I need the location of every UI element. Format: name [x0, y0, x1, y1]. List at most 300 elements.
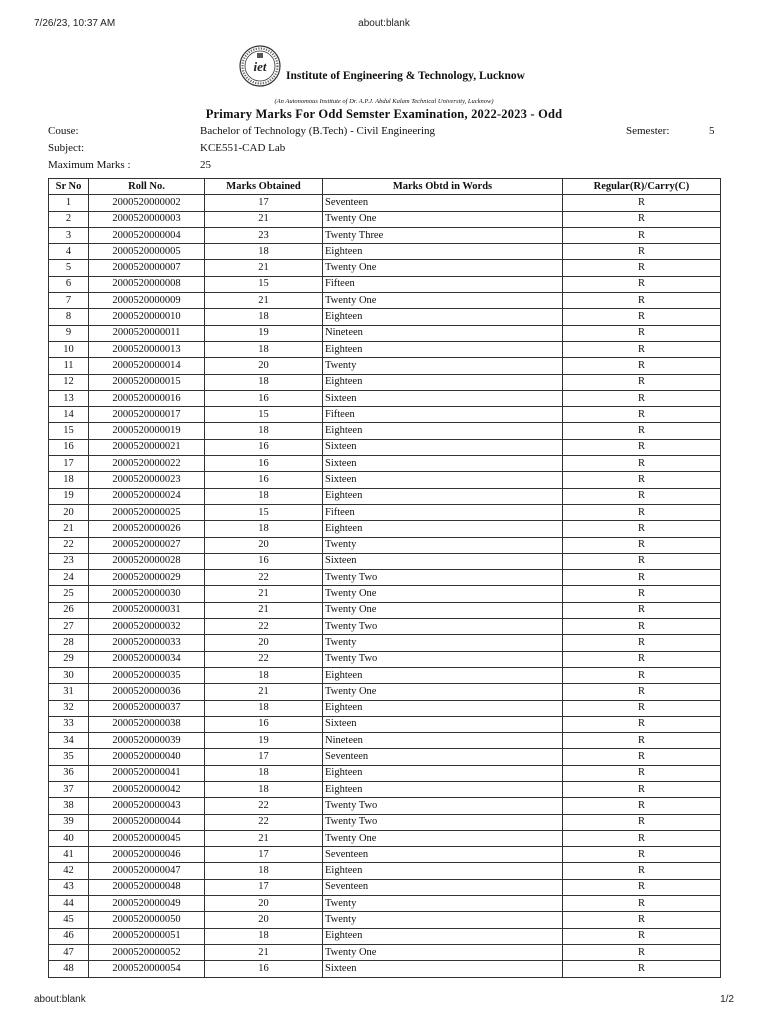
status-cell: R [563, 211, 721, 227]
status-cell: R [563, 472, 721, 488]
sr-no-cell: 47 [49, 944, 89, 960]
table-row [49, 798, 721, 814]
marks-words-cell: Twenty Two [323, 570, 563, 586]
table-row [49, 961, 721, 977]
status-cell: R [563, 407, 721, 423]
header-sr-no: Sr No [49, 179, 89, 195]
status-cell: R [563, 847, 721, 863]
table-row [49, 504, 721, 520]
semester-value: 5 [709, 125, 715, 137]
header-marks-obtained: Marks Obtained [205, 179, 323, 195]
status-cell: R [563, 309, 721, 325]
table-row [49, 716, 721, 732]
sr-no-cell: 21 [49, 521, 89, 537]
institute-name: Institute of Engineering & Technology, Lucknow [286, 70, 525, 82]
marks-cell: 19 [205, 733, 323, 749]
marks-cell: 15 [205, 407, 323, 423]
status-cell: R [563, 521, 721, 537]
table-row [49, 667, 721, 683]
marks-cell: 18 [205, 765, 323, 781]
marks-words-cell: Eighteen [323, 374, 563, 390]
sr-no-cell: 17 [49, 456, 89, 472]
marks-words-cell: Twenty Two [323, 651, 563, 667]
marks-words-cell: Fifteen [323, 504, 563, 520]
table-row [49, 439, 721, 455]
roll-no-cell: 2000520000043 [89, 798, 205, 814]
roll-no-cell: 2000520000024 [89, 488, 205, 504]
status-cell: R [563, 602, 721, 618]
marks-cell: 18 [205, 667, 323, 683]
marks-words-cell: Seventeen [323, 749, 563, 765]
header-regular-carry: Regular(R)/Carry(C) [563, 179, 721, 195]
roll-no-cell: 2000520000036 [89, 684, 205, 700]
status-cell: R [563, 358, 721, 374]
status-cell: R [563, 293, 721, 309]
status-cell: R [563, 781, 721, 797]
marks-words-cell: Twenty Three [323, 227, 563, 243]
status-cell: R [563, 260, 721, 276]
roll-no-cell: 2000520000005 [89, 244, 205, 260]
sr-no-cell: 19 [49, 488, 89, 504]
status-cell: R [563, 733, 721, 749]
roll-no-cell: 2000520000049 [89, 896, 205, 912]
roll-no-cell: 2000520000004 [89, 227, 205, 243]
roll-no-cell: 2000520000015 [89, 374, 205, 390]
sr-no-cell: 2 [49, 211, 89, 227]
marks-cell: 23 [205, 227, 323, 243]
marks-words-cell: Twenty Two [323, 814, 563, 830]
table-row [49, 700, 721, 716]
sr-no-cell: 42 [49, 863, 89, 879]
table-row [49, 309, 721, 325]
table-row [49, 407, 721, 423]
status-cell: R [563, 423, 721, 439]
roll-no-cell: 2000520000037 [89, 700, 205, 716]
marks-cell: 19 [205, 325, 323, 341]
roll-no-cell: 2000520000038 [89, 716, 205, 732]
marks-cell: 21 [205, 586, 323, 602]
marks-words-cell: Eighteen [323, 700, 563, 716]
marks-words-cell: Eighteen [323, 244, 563, 260]
roll-no-cell: 2000520000014 [89, 358, 205, 374]
marks-cell: 16 [205, 472, 323, 488]
roll-no-cell: 2000520000044 [89, 814, 205, 830]
marks-table [48, 178, 721, 978]
roll-no-cell: 2000520000025 [89, 504, 205, 520]
status-cell: R [563, 928, 721, 944]
subject-label: Subject: [48, 142, 85, 154]
marks-cell: 21 [205, 684, 323, 700]
marks-cell: 21 [205, 602, 323, 618]
roll-no-cell: 2000520000050 [89, 912, 205, 928]
sr-no-cell: 15 [49, 423, 89, 439]
marks-words-cell: Eighteen [323, 309, 563, 325]
sr-no-cell: 8 [49, 309, 89, 325]
marks-words-cell: Eighteen [323, 781, 563, 797]
table-row [49, 456, 721, 472]
marks-cell: 20 [205, 912, 323, 928]
marks-words-cell: Twenty Two [323, 798, 563, 814]
marks-cell: 20 [205, 537, 323, 553]
marks-cell: 18 [205, 244, 323, 260]
status-cell: R [563, 341, 721, 357]
max-marks-label: Maximum Marks : [48, 159, 131, 171]
table-row [49, 293, 721, 309]
sr-no-cell: 27 [49, 619, 89, 635]
roll-no-cell: 2000520000041 [89, 765, 205, 781]
roll-no-cell: 2000520000016 [89, 390, 205, 406]
sr-no-cell: 29 [49, 651, 89, 667]
roll-no-cell: 2000520000045 [89, 830, 205, 846]
table-row [49, 472, 721, 488]
sr-no-cell: 32 [49, 700, 89, 716]
marks-words-cell: Twenty One [323, 684, 563, 700]
marks-cell: 17 [205, 749, 323, 765]
roll-no-cell: 2000520000048 [89, 879, 205, 895]
marks-cell: 18 [205, 521, 323, 537]
marks-words-cell: Fifteen [323, 407, 563, 423]
status-cell: R [563, 667, 721, 683]
marks-cell: 18 [205, 488, 323, 504]
roll-no-cell: 2000520000013 [89, 341, 205, 357]
table-row [49, 537, 721, 553]
status-cell: R [563, 814, 721, 830]
table-row [49, 586, 721, 602]
table-row [49, 896, 721, 912]
marks-words-cell: Nineteen [323, 733, 563, 749]
sr-no-cell: 44 [49, 896, 89, 912]
course-value: Bachelor of Technology (B.Tech) - Civil Engineering [200, 125, 435, 137]
marks-words-cell: Twenty One [323, 211, 563, 227]
marks-words-cell: Sixteen [323, 456, 563, 472]
sr-no-cell: 34 [49, 733, 89, 749]
status-cell: R [563, 553, 721, 569]
table-row [49, 390, 721, 406]
sr-no-cell: 39 [49, 814, 89, 830]
sr-no-cell: 31 [49, 684, 89, 700]
table-row [49, 195, 721, 211]
page-number: 1/2 [720, 994, 734, 1005]
table-row [49, 733, 721, 749]
status-cell: R [563, 195, 721, 211]
status-cell: R [563, 749, 721, 765]
marks-cell: 20 [205, 896, 323, 912]
sr-no-cell: 7 [49, 293, 89, 309]
marks-words-cell: Sixteen [323, 961, 563, 977]
marks-words-cell: Twenty [323, 537, 563, 553]
roll-no-cell: 2000520000042 [89, 781, 205, 797]
semester-label: Semester: [626, 125, 670, 137]
print-datetime: 7/26/23, 10:37 AM [34, 18, 116, 29]
roll-no-cell: 2000520000030 [89, 586, 205, 602]
status-cell: R [563, 390, 721, 406]
table-row [49, 863, 721, 879]
table-row [49, 570, 721, 586]
marks-cell: 21 [205, 293, 323, 309]
status-cell: R [563, 635, 721, 651]
marks-cell: 16 [205, 456, 323, 472]
marks-cell: 22 [205, 570, 323, 586]
roll-no-cell: 2000520000054 [89, 961, 205, 977]
status-cell: R [563, 944, 721, 960]
roll-no-cell: 2000520000011 [89, 325, 205, 341]
table-row [49, 260, 721, 276]
marks-cell: 17 [205, 847, 323, 863]
table-row [49, 814, 721, 830]
marks-words-cell: Sixteen [323, 439, 563, 455]
table-row [49, 211, 721, 227]
status-cell: R [563, 244, 721, 260]
table-row [49, 276, 721, 292]
marks-cell: 18 [205, 863, 323, 879]
roll-no-cell: 2000520000007 [89, 260, 205, 276]
sr-no-cell: 37 [49, 781, 89, 797]
sr-no-cell: 26 [49, 602, 89, 618]
status-cell: R [563, 830, 721, 846]
marks-words-cell: Eighteen [323, 521, 563, 537]
sr-no-cell: 23 [49, 553, 89, 569]
table-row [49, 227, 721, 243]
marks-words-cell: Twenty [323, 635, 563, 651]
marks-cell: 20 [205, 635, 323, 651]
sr-no-cell: 36 [49, 765, 89, 781]
marks-words-cell: Twenty One [323, 293, 563, 309]
status-cell: R [563, 537, 721, 553]
sr-no-cell: 45 [49, 912, 89, 928]
table-row [49, 325, 721, 341]
subject-value: KCE551-CAD Lab [200, 142, 286, 154]
status-cell: R [563, 488, 721, 504]
roll-no-cell: 2000520000039 [89, 733, 205, 749]
marks-words-cell: Twenty [323, 358, 563, 374]
marks-cell: 21 [205, 944, 323, 960]
marks-cell: 18 [205, 309, 323, 325]
course-label: Couse: [48, 125, 79, 137]
marks-cell: 21 [205, 830, 323, 846]
marks-words-cell: Twenty [323, 896, 563, 912]
status-cell: R [563, 586, 721, 602]
svg-text:iet: iet [253, 59, 267, 74]
table-row [49, 830, 721, 846]
status-cell: R [563, 456, 721, 472]
roll-no-cell: 2000520000022 [89, 456, 205, 472]
marks-cell: 20 [205, 358, 323, 374]
roll-no-cell: 2000520000047 [89, 863, 205, 879]
print-url: about:blank [358, 18, 410, 29]
marks-cell: 16 [205, 439, 323, 455]
roll-no-cell: 2000520000008 [89, 276, 205, 292]
sr-no-cell: 13 [49, 390, 89, 406]
table-row [49, 619, 721, 635]
table-row [49, 602, 721, 618]
marks-words-cell: Fifteen [323, 276, 563, 292]
marks-cell: 18 [205, 423, 323, 439]
roll-no-cell: 2000520000023 [89, 472, 205, 488]
sr-no-cell: 33 [49, 716, 89, 732]
roll-no-cell: 2000520000031 [89, 602, 205, 618]
roll-no-cell: 2000520000051 [89, 928, 205, 944]
marks-cell: 18 [205, 341, 323, 357]
sr-no-cell: 28 [49, 635, 89, 651]
sr-no-cell: 24 [49, 570, 89, 586]
marks-words-cell: Seventeen [323, 847, 563, 863]
marks-cell: 22 [205, 619, 323, 635]
marks-words-cell: Seventeen [323, 879, 563, 895]
status-cell: R [563, 716, 721, 732]
table-row [49, 244, 721, 260]
sr-no-cell: 1 [49, 195, 89, 211]
marks-cell: 17 [205, 195, 323, 211]
status-cell: R [563, 276, 721, 292]
roll-no-cell: 2000520000035 [89, 667, 205, 683]
marks-cell: 18 [205, 374, 323, 390]
sr-no-cell: 3 [49, 227, 89, 243]
marks-words-cell: Eighteen [323, 863, 563, 879]
marks-words-cell: Twenty One [323, 944, 563, 960]
table-row [49, 358, 721, 374]
marks-cell: 16 [205, 553, 323, 569]
sr-no-cell: 30 [49, 667, 89, 683]
table-row [49, 651, 721, 667]
table-row [49, 374, 721, 390]
marks-cell: 15 [205, 276, 323, 292]
marks-words-cell: Twenty One [323, 602, 563, 618]
table-header-row [49, 179, 721, 195]
sr-no-cell: 16 [49, 439, 89, 455]
status-cell: R [563, 227, 721, 243]
roll-no-cell: 2000520000017 [89, 407, 205, 423]
roll-no-cell: 2000520000034 [89, 651, 205, 667]
marks-words-cell: Sixteen [323, 472, 563, 488]
marks-cell: 17 [205, 879, 323, 895]
roll-no-cell: 2000520000002 [89, 195, 205, 211]
status-cell: R [563, 863, 721, 879]
marks-cell: 16 [205, 390, 323, 406]
header-roll-no: Roll No. [89, 179, 205, 195]
table-row [49, 423, 721, 439]
sr-no-cell: 11 [49, 358, 89, 374]
marks-words-cell: Eighteen [323, 928, 563, 944]
marks-words-cell: Twenty One [323, 830, 563, 846]
marks-cell: 18 [205, 781, 323, 797]
table-body [49, 195, 721, 977]
table-row [49, 521, 721, 537]
marks-words-cell: Eighteen [323, 488, 563, 504]
roll-no-cell: 2000520000052 [89, 944, 205, 960]
status-cell: R [563, 504, 721, 520]
sr-no-cell: 6 [49, 276, 89, 292]
marks-words-cell: Twenty [323, 912, 563, 928]
max-marks-value: 25 [200, 159, 211, 171]
table-row [49, 765, 721, 781]
status-cell: R [563, 439, 721, 455]
sr-no-cell: 25 [49, 586, 89, 602]
sr-no-cell: 35 [49, 749, 89, 765]
status-cell: R [563, 961, 721, 977]
table-row [49, 635, 721, 651]
roll-no-cell: 2000520000026 [89, 521, 205, 537]
roll-no-cell: 2000520000033 [89, 635, 205, 651]
roll-no-cell: 2000520000019 [89, 423, 205, 439]
sr-no-cell: 43 [49, 879, 89, 895]
sr-no-cell: 48 [49, 961, 89, 977]
roll-no-cell: 2000520000028 [89, 553, 205, 569]
marks-words-cell: Eighteen [323, 341, 563, 357]
roll-no-cell: 2000520000010 [89, 309, 205, 325]
marks-words-cell: Nineteen [323, 325, 563, 341]
marks-words-cell: Eighteen [323, 423, 563, 439]
roll-no-cell: 2000520000029 [89, 570, 205, 586]
table-row [49, 341, 721, 357]
table-row [49, 781, 721, 797]
sr-no-cell: 20 [49, 504, 89, 520]
marks-cell: 22 [205, 814, 323, 830]
marks-words-cell: Sixteen [323, 390, 563, 406]
table-row [49, 928, 721, 944]
header-marks-in-words: Marks Obtd in Words [323, 179, 563, 195]
roll-no-cell: 2000520000032 [89, 619, 205, 635]
status-cell: R [563, 798, 721, 814]
marks-words-cell: Twenty One [323, 260, 563, 276]
marks-cell: 15 [205, 504, 323, 520]
table-row [49, 553, 721, 569]
sr-no-cell: 38 [49, 798, 89, 814]
status-cell: R [563, 700, 721, 716]
marks-words-cell: Twenty Two [323, 619, 563, 635]
marks-words-cell: Seventeen [323, 195, 563, 211]
status-cell: R [563, 765, 721, 781]
marks-cell: 18 [205, 928, 323, 944]
status-cell: R [563, 325, 721, 341]
sr-no-cell: 9 [49, 325, 89, 341]
table-row [49, 912, 721, 928]
marks-words-cell: Sixteen [323, 716, 563, 732]
table-row [49, 879, 721, 895]
sr-no-cell: 12 [49, 374, 89, 390]
marks-cell: 21 [205, 211, 323, 227]
sr-no-cell: 5 [49, 260, 89, 276]
table-row [49, 488, 721, 504]
exam-title: Primary Marks For Odd Semster Examination, 2022-2023 - Odd [205, 107, 563, 121]
roll-no-cell: 2000520000027 [89, 537, 205, 553]
status-cell: R [563, 684, 721, 700]
iet-logo-icon [238, 44, 282, 88]
sr-no-cell: 46 [49, 928, 89, 944]
status-cell: R [563, 912, 721, 928]
status-cell: R [563, 374, 721, 390]
sr-no-cell: 22 [49, 537, 89, 553]
marks-words-cell: Eighteen [323, 667, 563, 683]
sr-no-cell: 10 [49, 341, 89, 357]
status-cell: R [563, 619, 721, 635]
roll-no-cell: 2000520000003 [89, 211, 205, 227]
marks-cell: 16 [205, 716, 323, 732]
roll-no-cell: 2000520000046 [89, 847, 205, 863]
institute-subtitle: (An Autonomous Institute of Dr. A.P.J. Abdul Kalam Technical University, Lucknow) [274, 98, 494, 105]
marks-cell: 22 [205, 798, 323, 814]
marks-cell: 16 [205, 961, 323, 977]
sr-no-cell: 40 [49, 830, 89, 846]
status-cell: R [563, 651, 721, 667]
table-row [49, 944, 721, 960]
table-row [49, 749, 721, 765]
marks-words-cell: Sixteen [323, 553, 563, 569]
marks-words-cell: Eighteen [323, 765, 563, 781]
roll-no-cell: 2000520000040 [89, 749, 205, 765]
table-row [49, 684, 721, 700]
roll-no-cell: 2000520000021 [89, 439, 205, 455]
marks-words-cell: Twenty One [323, 586, 563, 602]
